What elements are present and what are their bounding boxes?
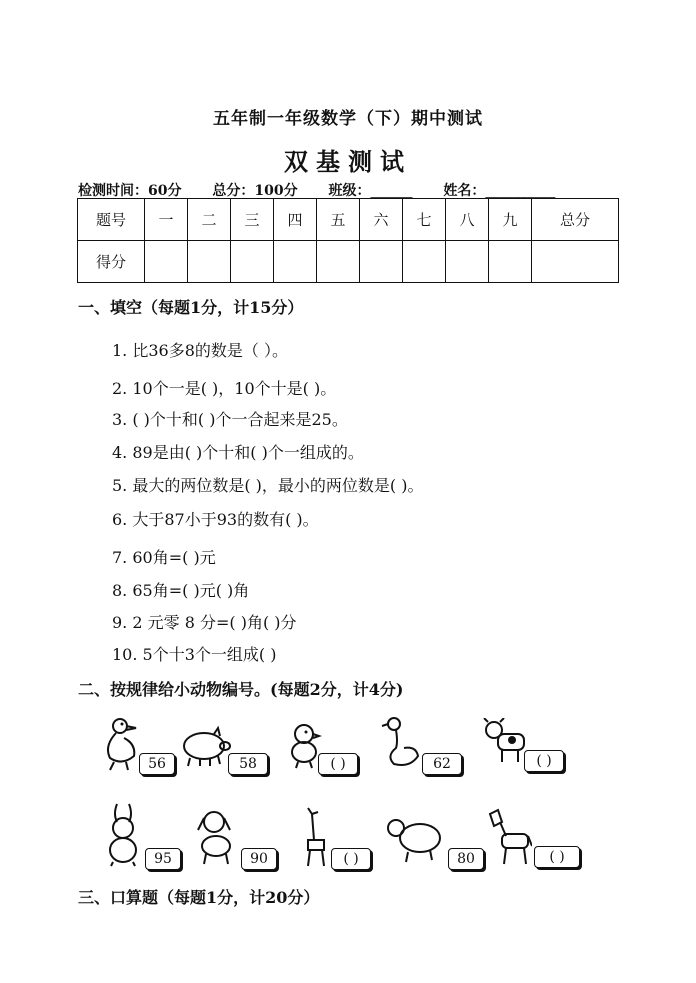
question-4: 4. 89是由( )个十和( )个一组成的。 [112,443,364,462]
table-cell: 六 [360,199,403,241]
pig-icon [178,724,232,768]
score-cell[interactable] [360,241,403,283]
table-cell: 八 [446,199,489,241]
time-label: 检测时间：60分 [78,183,182,199]
question-1: 1. 比36多8的数是（ ）。 [112,341,288,360]
exam-subtitle: 双基测试 [284,147,412,176]
tag-1-1: 56 [139,753,175,775]
tag-2-1: 95 [145,848,181,870]
tag-2-2: 90 [241,848,277,870]
sheep-icon [386,814,442,864]
score-cell[interactable] [188,241,231,283]
table-cell: 九 [489,199,532,241]
cow-icon [482,718,528,766]
question-5: 5. 最大的两位数是( )，最小的两位数是( )。 [112,476,424,495]
score-table-score-row [78,241,619,283]
tag-2-4: 80 [448,848,484,870]
chick-icon [286,720,322,770]
question-9: 9. 2 元零 8 分=( )角( )分 [112,613,297,632]
section-3-heading: 三、口算题（每题1分，计20分） [78,888,320,907]
class-field[interactable]: 班级：______ [328,183,413,199]
section-1-heading: 一、填空（每题1分，计15分） [78,298,304,317]
table-cell: 二 [188,199,231,241]
tag-2-3[interactable]: ( ) [331,848,371,870]
table-cell: 一 [145,199,188,241]
tag-1-5[interactable]: ( ) [524,750,564,772]
exam-info-line [78,180,555,200]
score-cell[interactable] [403,241,446,283]
score-cell[interactable] [446,241,489,283]
giraffe-icon [298,806,330,868]
score-table [77,198,619,283]
score-cell[interactable] [274,241,317,283]
score-cell[interactable] [532,241,619,283]
name-field[interactable]: 姓名：__________ [443,183,556,199]
table-cell: 四 [274,199,317,241]
question-8: 8. 65角=( )元( )角 [112,581,250,600]
duck-icon [98,716,142,772]
question-3: 3. ( )个十和( )个一合起来是25。 [112,410,348,429]
score-cell[interactable] [489,241,532,283]
total-label: 总分：100分 [212,183,298,199]
question-10: 10. 5个十3个一组成( ) [112,645,277,664]
tag-2-5[interactable]: ( ) [534,846,580,868]
question-7: 7. 60角=( )元 [112,548,216,567]
goose-icon [380,716,422,772]
score-table-header-row [78,199,619,241]
section-2-heading: 二、按规律给小动物编号。(每题2分，计4分) [78,680,404,699]
horse-icon [484,806,532,868]
table-cell: 三 [231,199,274,241]
score-cell[interactable] [145,241,188,283]
score-cell[interactable] [317,241,360,283]
question-6: 6. 大于87小于93的数有( )。 [112,510,319,529]
dog-icon [194,808,238,866]
table-cell: 得分 [78,241,145,283]
tag-1-4: 62 [422,753,462,775]
tag-1-2: 58 [228,753,268,775]
table-cell: 五 [317,199,360,241]
table-cell: 题号 [78,199,145,241]
table-cell: 总分 [532,199,619,241]
table-cell: 七 [403,199,446,241]
question-2: 2. 10个一是( )，10个十是( )。 [112,379,337,398]
score-cell[interactable] [231,241,274,283]
exam-title: 五年制一年级数学（下）期中测试 [213,109,483,129]
rabbit-icon [103,802,143,868]
tag-1-3[interactable]: ( ) [318,753,358,775]
